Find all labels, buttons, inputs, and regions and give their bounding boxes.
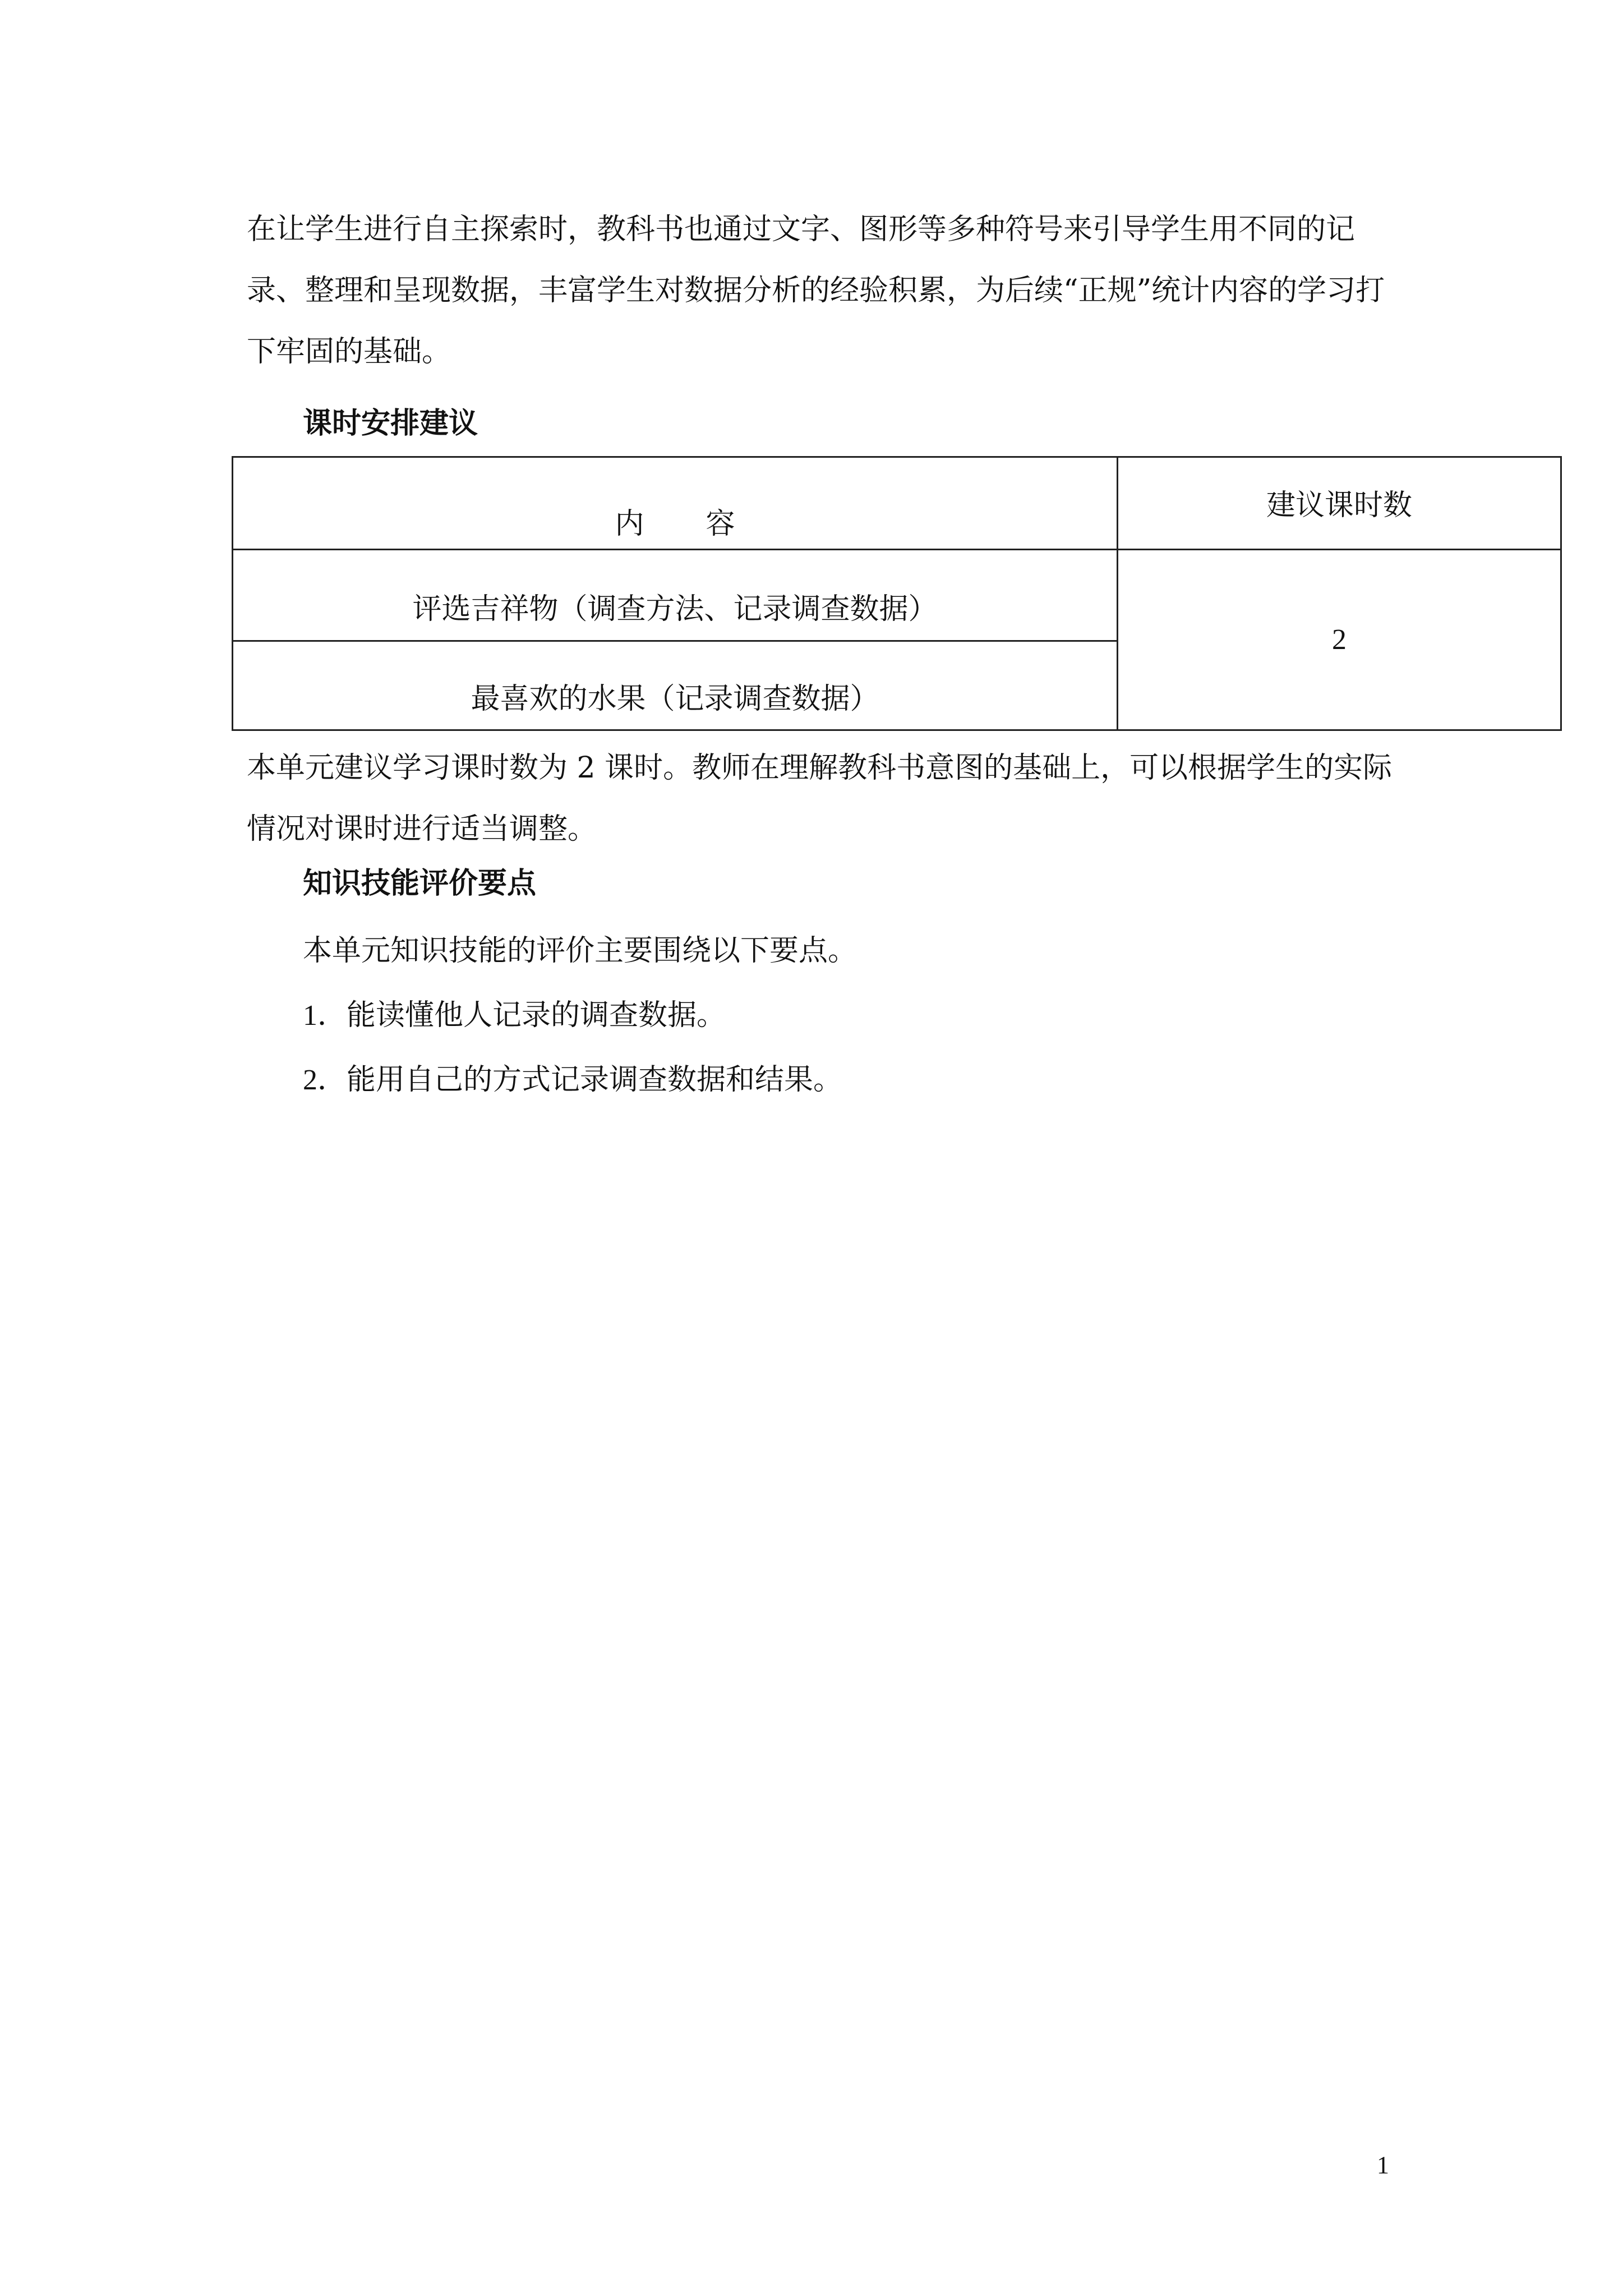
evaluation-heading: 知识技能评价要点 xyxy=(303,866,537,900)
page-number: 1 xyxy=(1377,2151,1389,2179)
table-row-divider xyxy=(233,640,1117,642)
hours-note-paragraph: 本单元建议学习课时数为 2 课时。教师在理解教科书意图的基础上，可以根据学生的实际情况对课时进行适当调整。 xyxy=(247,751,1393,846)
list-item-number: 2． xyxy=(303,1064,347,1096)
table-header-content-part2: 容 xyxy=(706,507,735,541)
table-row-content: 评选吉祥物（调查方法、记录调查数据） xyxy=(412,592,938,626)
list-item-text: 能用自己的方式记录调查数据和结果。 xyxy=(347,1063,843,1097)
table-row-content: 最喜欢的水果（记录调查数据） xyxy=(471,682,879,716)
schedule-heading: 课时安排建议 xyxy=(303,406,478,440)
list-item-text: 能读懂他人记录的调查数据。 xyxy=(347,999,726,1032)
table-header-content xyxy=(233,507,1117,541)
table-header-divider xyxy=(233,549,1560,550)
schedule-table xyxy=(232,456,1562,731)
table-hours-value: 2 xyxy=(1332,624,1347,656)
intro-paragraph: 在让学生进行自主探索时，教科书也通过文字、图形等多种符号来引导学生用不同的记录、整理和呈现数据，丰富学生对数据分析的经验积累，为后续“正规”统计内容的学习打下牢固的基础。 xyxy=(247,213,1385,369)
table-header-content-part1: 内 xyxy=(615,507,644,541)
evaluation-list-item xyxy=(303,999,726,1033)
evaluation-list-item xyxy=(303,1063,842,1097)
evaluation-intro: 本单元知识技能的评价主要围绕以下要点。 xyxy=(303,934,857,968)
list-item-number: 1． xyxy=(303,1000,347,1032)
table-header-hours: 建议课时数 xyxy=(1266,489,1412,522)
